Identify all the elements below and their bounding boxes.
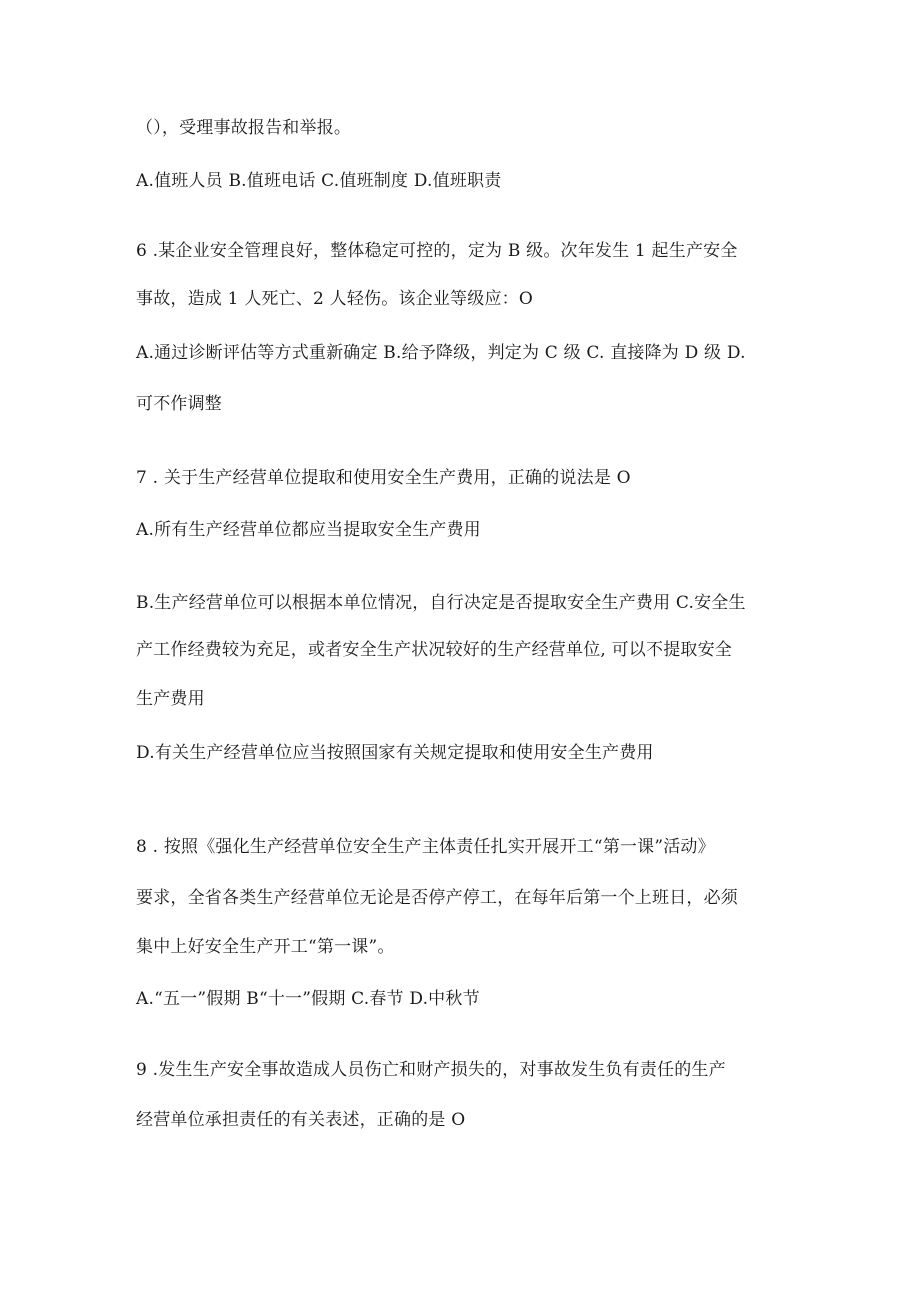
text-line-2: A.值班人员 B.值班电话 C.值班制度 D.值班职责 bbox=[136, 171, 502, 191]
text-line-3: 6 .某企业安全管理良好，整体稳定可控的，定为 B 级。次年发生 1 起生产安全 bbox=[136, 241, 738, 261]
text-line-9: B.生产经营单位可以根据本单位情况，自行决定是否提取安全生产费用 C.安全生 bbox=[136, 593, 746, 613]
text-line-15: 集中上好安全生产开工“第一课”。 bbox=[136, 937, 395, 957]
text-line-16: A.“五一”假期 B“十一”假期 C.春节 D.中秋节 bbox=[136, 989, 480, 1009]
text-line-1: （），受理事故报告和举报。 bbox=[136, 118, 352, 138]
text-line-7: 7 . 关于生产经营单位提取和使用安全生产费用，正确的说法是 O bbox=[136, 468, 631, 488]
text-line-13: 8 . 按照《强化生产经营单位安全生产主体责任扎实开展开工“第一课”活动》 bbox=[136, 837, 715, 857]
text-line-8: A.所有生产经营单位都应当提取安全生产费用 bbox=[136, 520, 481, 540]
text-line-5: A.通过诊断评估等方式重新确定 B.给予降级，判定为 C 级 C. 直接降为 D 级 D. bbox=[136, 343, 746, 363]
text-line-4: 事故，造成 1 人死亡、2 人轻伤。该企业等级应：O bbox=[136, 289, 533, 309]
text-line-17: 9 .发生生产安全事故造成人员伤亡和财产损失的，对事故发生负有责任的生产 bbox=[136, 1060, 726, 1080]
text-line-10: 产工作经费较为充足，或者安全生产状况较好的生产经营单位, 可以不提取安全 bbox=[136, 640, 733, 660]
text-line-12: D.有关生产经营单位应当按照国家有关规定提取和使用安全生产费用 bbox=[136, 743, 654, 763]
text-line-11: 生产费用 bbox=[136, 689, 205, 709]
text-line-14: 要求，全省各类生产经营单位无论是否停产停工，在每年后第一个上班日，必须 bbox=[136, 888, 738, 908]
text-line-18: 经营单位承担责任的有关表述，正确的是 O bbox=[136, 1110, 466, 1130]
text-line-6: 可不作调整 bbox=[136, 394, 222, 414]
